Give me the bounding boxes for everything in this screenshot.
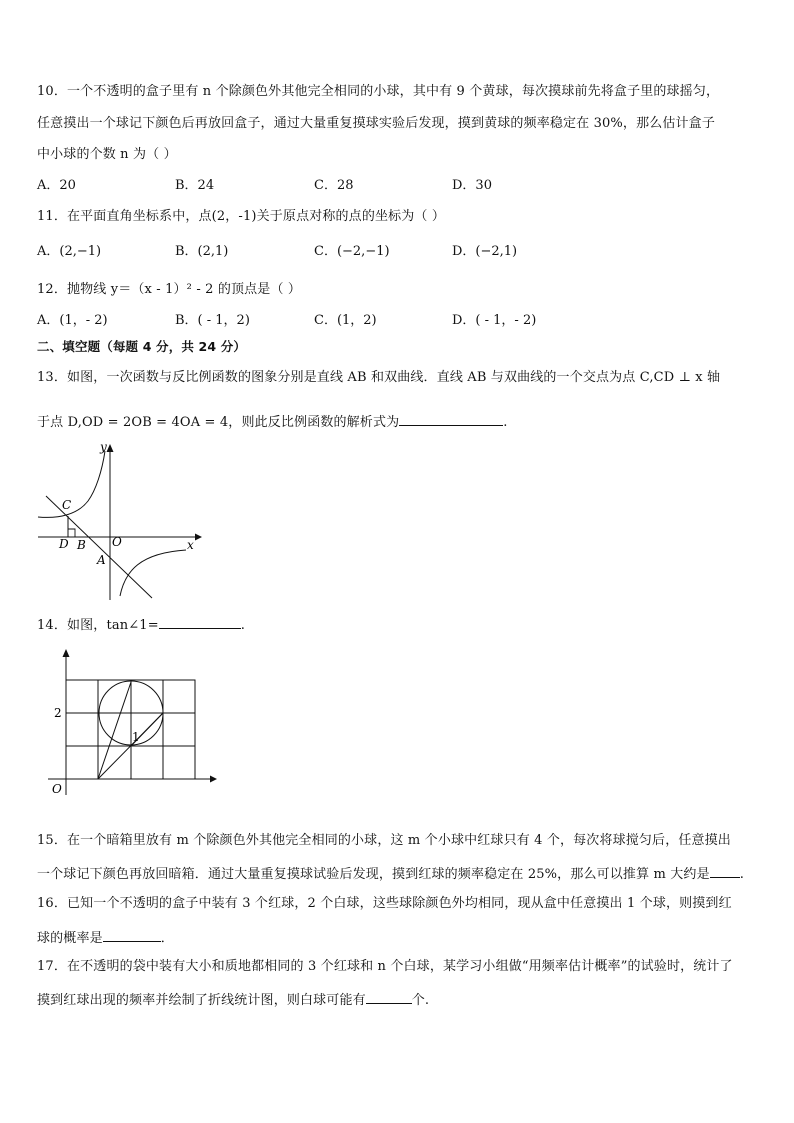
q17-line-2	[37, 989, 429, 1010]
q16-end: ．	[160, 931, 174, 946]
q13-label-y: y	[100, 440, 107, 454]
q17-line-1: 17．在不透明的袋中装有大小和质地都相同的 3 个红球和 n 个白球，某学习小组做“用频率估计概率”的试验时，统计了	[37, 959, 733, 974]
q13-line-2-text: 于点 D,OD = 2OB = 4OA = 4，则此反比例函数的解析式为	[37, 415, 400, 430]
q13-right-angle-mark	[68, 529, 75, 537]
q14-y-arrow	[63, 649, 70, 657]
section-heading: 二、填空题（每题 4 分，共 24 分）	[37, 339, 247, 354]
q13-x-arrow	[195, 534, 202, 541]
q10-option-b: B．24	[175, 178, 215, 193]
q13-y-arrow	[107, 444, 114, 452]
q14-text: 14．如图，tan∠1=	[37, 618, 159, 633]
q17-answer-blank[interactable]	[366, 989, 412, 1004]
q13-label-c: C	[62, 498, 72, 512]
q10-option-d: D．30	[452, 178, 492, 193]
q13-line-1: 13．如图，一次函数与反比例函数的图象分别是直线 AB 和双曲线．直线 AB 与双曲线的一个交点为点 C,CD ⊥ x 轴	[37, 370, 721, 385]
q16-answer-blank[interactable]	[103, 927, 161, 942]
q15-end: .	[739, 867, 745, 882]
q17-end: 个.	[411, 993, 430, 1008]
q10-line-2: 任意摸出一个球记下颜色后再放回盒子，通过大量重复摸球实验后发现，摸到黄球的频率稳定在 30%，那么估计盒子	[37, 116, 715, 131]
q14-answer-blank[interactable]	[159, 614, 241, 629]
q12-option-c: C．(1，2)	[314, 313, 377, 328]
q14-label-o: O	[52, 782, 62, 796]
q15-line-1: 15．在一个暗箱里放有 m 个除颜色外其他完全相同的小球，这 m 个小球中红球只有 4 个，每次将球搅匀后，任意摸出	[37, 833, 731, 848]
q11-text: 11．在平面直角坐标系中，点(2，-1)关于原点对称的点的坐标为（ ）	[37, 209, 446, 224]
q16-line-1: 16．已知一个不透明的盒子中装有 3 个红球，2 个白球，这些球除颜色外均相同，现从盒中任意摸出 1 个球，则摸到红	[37, 896, 732, 911]
q14-end: .	[240, 618, 246, 633]
q13-label-a: A	[97, 553, 106, 567]
q14-label-angle-one: 1	[132, 730, 140, 744]
q10-line-1: 10．一个不透明的盒子里有 n 个除颜色外其他完全相同的小球，其中有 9 个黄球，每次摸球前先将盒子里的球摇匀，	[37, 84, 720, 99]
q13-label-d: D	[59, 537, 69, 551]
q13-label-o: O	[112, 535, 122, 549]
q12-option-d: D．( - 1，- 2)	[452, 313, 537, 328]
q14-label-two: 2	[54, 706, 62, 720]
q11-option-a: A．(2,−1)	[37, 244, 102, 259]
q13-label-x: x	[187, 538, 194, 552]
q14-line	[37, 614, 245, 635]
q15-answer-blank[interactable]	[710, 863, 740, 878]
q11-option-c: C．(−2,−1)	[314, 244, 390, 259]
q12-option-b: B．( - 1，2)	[175, 313, 250, 328]
q12-option-a: A．(1，- 2)	[37, 313, 108, 328]
q14-chord-line	[98, 682, 131, 779]
q13-hyperbola-left	[38, 451, 105, 517]
q13-hyperbola-right	[120, 550, 186, 596]
q14-grid	[66, 680, 195, 779]
q15-line-2	[37, 863, 744, 884]
q10-option-a: A．20	[37, 178, 76, 193]
q13-end: .	[503, 415, 508, 430]
q14-x-arrow	[210, 776, 217, 783]
q13-answer-blank[interactable]	[399, 411, 503, 426]
q12-text: 12．抛物线 y＝（x - 1）² - 2 的顶点是（ ）	[37, 282, 302, 297]
q13-label-b: B	[77, 538, 86, 552]
q14-figure	[40, 643, 230, 803]
q13-figure	[30, 438, 210, 603]
q13-line-2	[37, 411, 508, 432]
q10-line-3: 中小球的个数 n 为（ ）	[37, 147, 177, 162]
q16-line-2	[37, 927, 174, 948]
q10-option-c: C．28	[314, 178, 354, 193]
q16-line-2-text: 球的概率是	[37, 931, 103, 946]
q11-option-b: B．(2,1)	[175, 244, 229, 259]
q17-line-2-text: 摸到红球出现的频率并绘制了折线统计图，则白球可能有	[37, 993, 366, 1008]
q11-option-d: D．(−2,1)	[452, 244, 518, 259]
q15-line-2-text: 一个球记下颜色再放回暗箱．通过大量重复摸球试验后发现，摸到红球的频率稳定在 25%，那么可以推算 m 大约是	[37, 867, 710, 882]
